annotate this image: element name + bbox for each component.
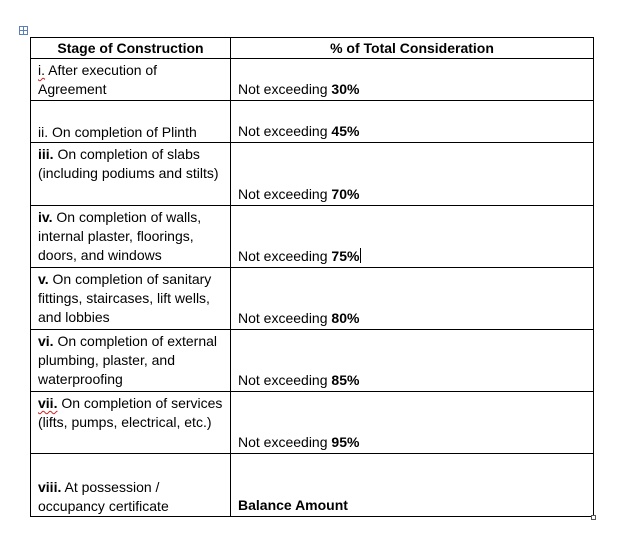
table-row bbox=[31, 101, 594, 143]
stage-number: iii. bbox=[38, 146, 54, 162]
consideration-prefix: Not exceeding bbox=[238, 186, 328, 202]
consideration-cell[interactable] bbox=[231, 268, 594, 330]
consideration-prefix: Not exceeding bbox=[238, 248, 328, 264]
stage-cell[interactable] bbox=[31, 392, 231, 454]
consideration-value: 45% bbox=[331, 123, 360, 139]
header-stage: Stage of Construction bbox=[31, 38, 231, 59]
table-header-row bbox=[31, 38, 594, 59]
stage-cell[interactable] bbox=[31, 143, 231, 206]
stage-text: At possession / occupancy certificate bbox=[38, 479, 169, 514]
consideration-prefix: Not exceeding bbox=[238, 372, 328, 388]
stage-cell[interactable] bbox=[31, 268, 231, 330]
consideration-value: 80% bbox=[331, 310, 360, 326]
table-row bbox=[31, 268, 594, 330]
consideration-prefix: Not exceeding bbox=[238, 81, 328, 97]
consideration-value: Balance Amount bbox=[238, 497, 348, 513]
stage-text: On completion of external plumbing, plaster, and waterproofing bbox=[38, 333, 217, 387]
consideration-cell[interactable] bbox=[231, 143, 594, 206]
table-row bbox=[31, 392, 594, 454]
consideration-value: 85% bbox=[331, 372, 360, 388]
consideration-cell[interactable] bbox=[231, 330, 594, 392]
consideration-value: 75% bbox=[331, 248, 360, 264]
table-row bbox=[31, 330, 594, 392]
stage-cell[interactable] bbox=[31, 454, 231, 517]
consideration-cell[interactable] bbox=[231, 392, 594, 454]
stage-text: On completion of slabs (including podiums and stilts) bbox=[38, 146, 219, 181]
header-consideration: % of Total Consideration bbox=[231, 38, 594, 59]
stage-number: vii. bbox=[38, 395, 58, 411]
consideration-cell[interactable] bbox=[231, 59, 594, 101]
consideration-cell[interactable] bbox=[231, 454, 594, 517]
stage-number: ii. bbox=[38, 124, 49, 140]
consideration-prefix: Not exceeding bbox=[238, 310, 328, 326]
table-move-handle-icon[interactable] bbox=[19, 26, 28, 35]
table-resize-handle-icon[interactable] bbox=[591, 515, 596, 520]
stage-text: After execution of Agreement bbox=[38, 62, 158, 97]
stage-number: v. bbox=[38, 271, 49, 287]
consideration-value: 95% bbox=[331, 434, 360, 450]
stage-text: On completion of Plinth bbox=[52, 124, 197, 140]
stage-cell[interactable] bbox=[31, 101, 231, 143]
consideration-cell[interactable] bbox=[231, 101, 594, 143]
stage-number: i. bbox=[38, 62, 45, 78]
stage-number: viii. bbox=[38, 479, 62, 495]
consideration-cell[interactable] bbox=[231, 206, 594, 268]
stage-cell[interactable] bbox=[31, 59, 231, 101]
stage-text: On completion of sanitary fittings, staircases, lift wells, and lobbies bbox=[38, 271, 212, 325]
table-row bbox=[31, 59, 594, 101]
stage-text: On completion of services (lifts, pumps, electrical, etc.) bbox=[38, 395, 223, 430]
stage-text: On completion of walls, internal plaster, floorings, doors, and windows bbox=[38, 209, 202, 263]
consideration-prefix: Not exceeding bbox=[238, 434, 328, 450]
consideration-prefix: Not exceeding bbox=[238, 123, 328, 139]
stage-cell[interactable] bbox=[31, 206, 231, 268]
stage-cell[interactable] bbox=[31, 330, 231, 392]
table-row bbox=[31, 454, 594, 517]
stage-number: vi. bbox=[38, 333, 54, 349]
text-cursor bbox=[360, 248, 361, 263]
table-row bbox=[31, 143, 594, 206]
table-row bbox=[31, 206, 594, 268]
consideration-value: 30% bbox=[331, 81, 360, 97]
consideration-value: 70% bbox=[331, 186, 360, 202]
payment-schedule-table bbox=[30, 37, 594, 517]
stage-number: iv. bbox=[38, 209, 53, 225]
